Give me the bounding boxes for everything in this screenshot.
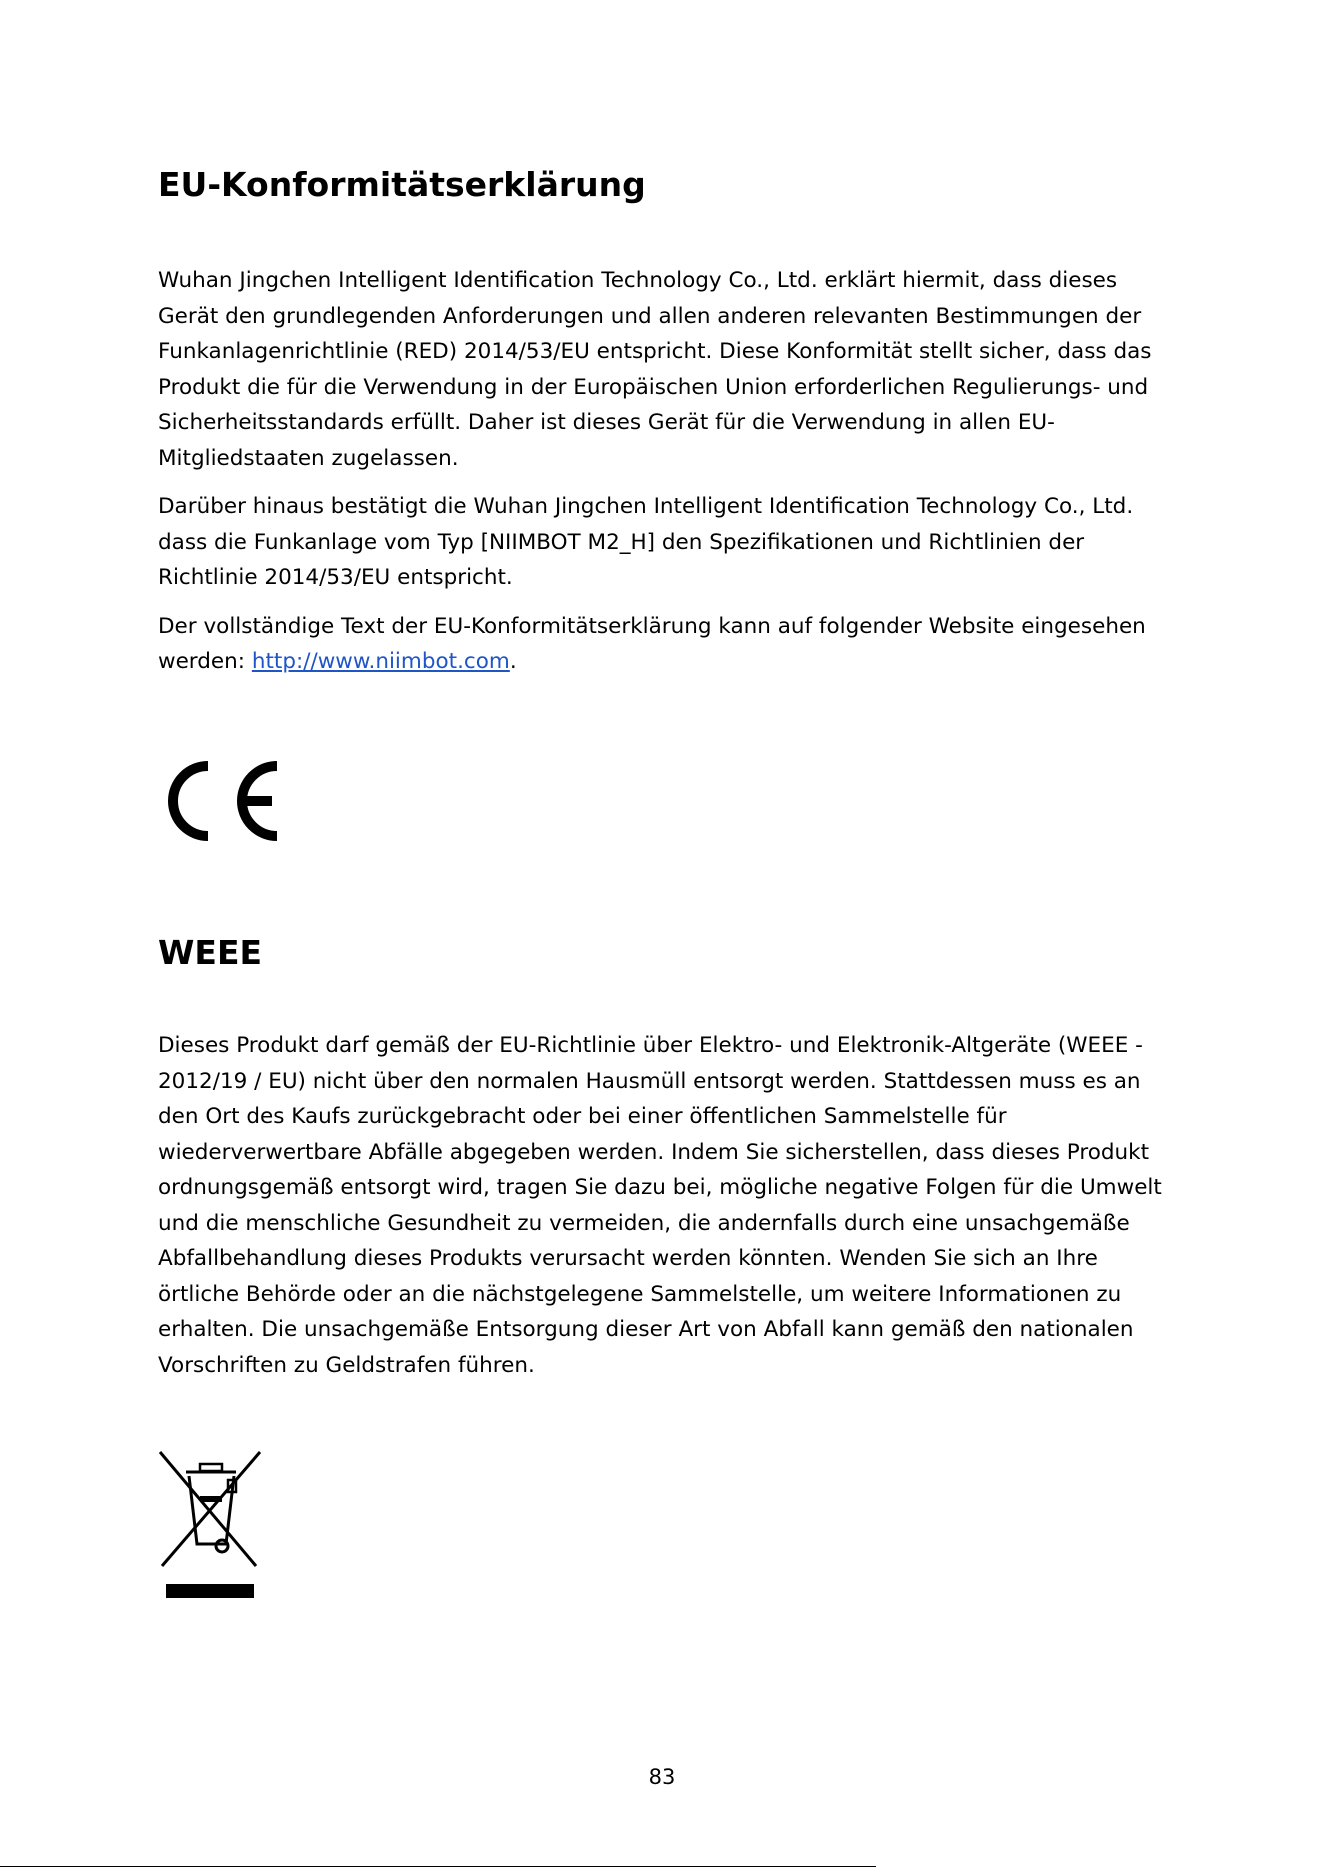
weee-paragraph: Dieses Produkt darf gemäß der EU-Richtlinie über Elektro- und Elektronik-Altgeräte (WEEE - 2012/19 / EU) nicht über den normalen Hausmüll entsorgt werden. Stattdessen muss es an den Ort des Kaufs zurückgebracht oder bei einer öffentlichen Sammelstelle für wiederverwertbare Abfälle abgegeben werden. Indem Sie sicherstellen, dass dieses Produkt ordnungsgemäß entsorgt wird, tragen Sie dazu bei, mögliche negative Folgen für die Umwelt und die menschliche Gesundheit zu vermeiden, die andernfalls durch eine unsachgemäße Abfallbehandlung dieses Produkts verursacht werden könnten. Wenden Sie sich an Ihre örtliche Behörde oder an die nächstgelegene Sammelstelle, um weitere Informationen zu erhalten. Die unsachgemäße Entsorgung dieser Art von Abfall kann gemäß den nationalen Vorschriften zu Geldstrafen führen. bbox=[158, 1033, 1162, 1378]
weee-title: WEEE bbox=[158, 933, 263, 972]
crossed-out-wheelie-bin-icon bbox=[156, 1448, 266, 1598]
footer-rule bbox=[0, 1866, 876, 1867]
weee-body bbox=[158, 1028, 1178, 1383]
eu-declaration-title: EU-Konformitätserklärung bbox=[158, 165, 646, 204]
ce-mark-icon bbox=[158, 756, 284, 844]
paragraph-3-prefix: Der vollständige Text der EU-Konformitätserklärung kann auf folgender Website eingesehen werden: bbox=[158, 613, 1146, 674]
eu-declaration-paragraph-3 bbox=[158, 609, 1178, 680]
eu-declaration-paragraph-2: Darüber hinaus bestätigt die Wuhan Jingchen Intelligent Identification Technology Co., Ltd. dass die Funkanlage vom Typ [NIIMBOT M2_H] den Spezifikationen und Richtlinien der Richtlinie 2014/53/EU entspricht. bbox=[158, 494, 1134, 590]
page-number: 83 bbox=[648, 1765, 676, 1789]
paragraph-3-suffix: . bbox=[509, 649, 517, 674]
website-link[interactable]: http://www.niimbot.com bbox=[251, 649, 510, 674]
eu-declaration-paragraph-1: Wuhan Jingchen Intelligent Identification Technology Co., Ltd. erklärt hiermit, dass dieses Gerät den grundlegenden Anforderungen und allen anderen relevanten Bestimmungen der Funkanlagenrichtlinie (RED) 2014/53/EU entspricht. Diese Konformität stellt sicher, dass das Produkt die für die Verwendung in der Europäischen Union erforderlichen Regulierungs- und Sicherheitsstandards erfüllt. Daher ist dieses Gerät für die Verwendung in allen EU-Mitgliedstaaten zugelassen. bbox=[158, 268, 1152, 471]
eu-declaration-body bbox=[158, 263, 1178, 680]
